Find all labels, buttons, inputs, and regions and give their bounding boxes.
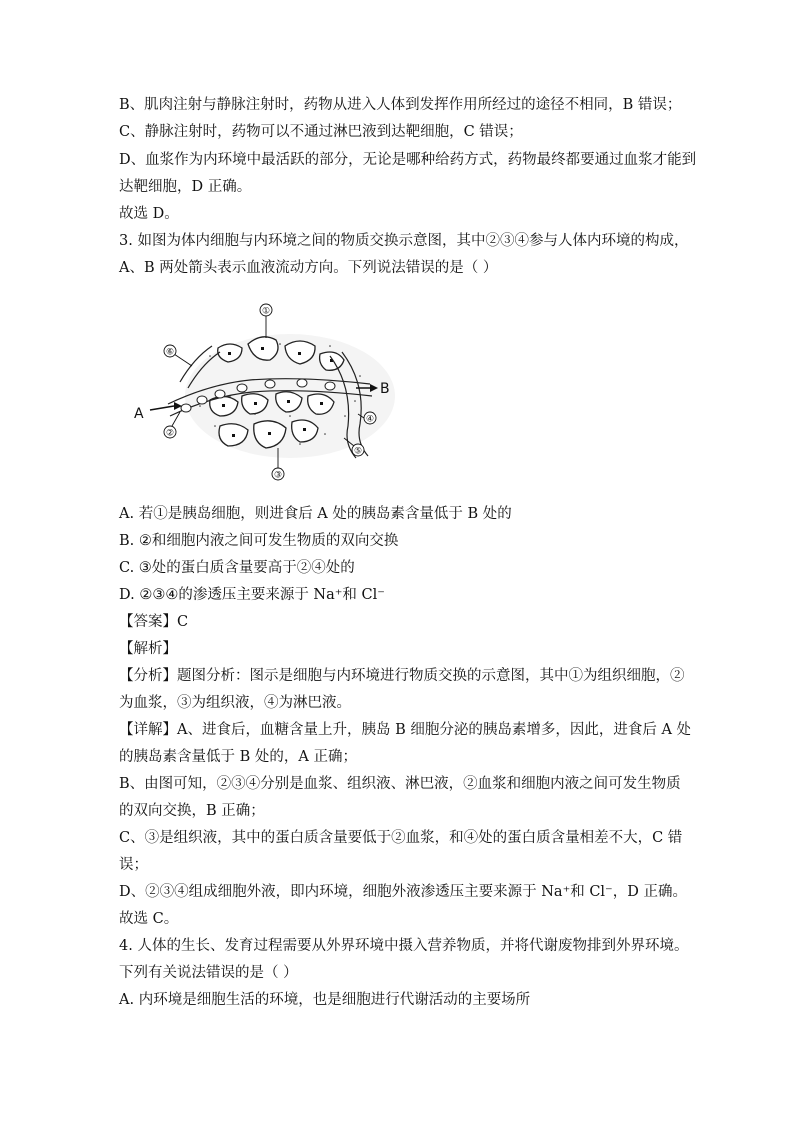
detail-text: B、由图可知，②③④分别是血浆、组织液、淋巴液，②血浆和细胞内液之间可发生物质 [119, 776, 681, 792]
marker-6: ⑥ [165, 347, 175, 358]
analysis-heading: 【解析】 [119, 641, 177, 657]
detail-text: D、②③④组成细胞外液，即内环境，细胞外液渗透压主要来源于 Na⁺和 Cl⁻，D 正确。 [119, 884, 687, 900]
cell-exchange-diagram [130, 296, 410, 492]
text-line: D、血浆作为内环境中最活跃的部分，无论是哪种给药方式，药物最终都要通过血浆才能到 [119, 152, 697, 168]
question-3-stem: 3. 如图为体内细胞与内环境之间的物质交换示意图，其中②③④参与人体内环境的构成， [119, 233, 689, 249]
marker-4: ④ [365, 414, 375, 425]
detail-text: C、③是组织液，其中的蛋白质含量要低于②血浆，和④处的蛋白质含量相差不大，C 错 [119, 830, 683, 846]
detail-text: 误； [119, 857, 148, 873]
question-4-stem: 4. 人体的生长、发育过程需要从外界环境中摄入营养物质，并将代谢废物排到外界环境。 [119, 938, 689, 954]
detail-text: 故选 C。 [119, 911, 179, 927]
text-line: 故选 D。 [119, 206, 179, 222]
text-line: 达靶细胞，D 正确。 [119, 179, 252, 195]
detail-text: 的胰岛素含量低于 B 处的，A 正确； [119, 749, 357, 765]
detail-text: 的双向交换，B 正确； [119, 803, 265, 819]
marker-3: ③ [273, 470, 283, 481]
option-d: D. ②③④的渗透压主要来源于 Na⁺和 Cl⁻ [119, 587, 385, 603]
detail-text: 【详解】A、进食后，血糖含量上升，胰岛 B 细胞分泌的胰岛素增多，因此，进食后 A 处 [119, 722, 692, 738]
question-4-option-a: A. 内环境是细胞生活的环境，也是细胞进行代谢活动的主要场所 [119, 992, 531, 1008]
option-c: C. ③处的蛋白质含量要高于②④处的 [119, 560, 355, 576]
marker-5: ⑤ [353, 446, 363, 457]
marker-1: ① [261, 306, 271, 317]
marker-2: ② [165, 428, 175, 439]
answer-line: 【答案】C [119, 614, 189, 630]
arrow-b-label: B [380, 381, 390, 397]
text-line: B、肌肉注射与静脉注射时，药物从进入人体到发挥作用所经过的途径不相同，B 错误； [119, 97, 682, 113]
question-3-stem: A、B 两处箭头表示血液流动方向。下列说法错误的是（ ） [119, 260, 498, 276]
analysis-text: 【分析】题图分析：图示是细胞与内环境进行物质交换的示意图，其中①为组织细胞，② [119, 668, 685, 684]
option-a: A. 若①是胰岛细胞，则进食后 A 处的胰岛素含量低于 B 处的 [119, 506, 512, 522]
arrow-a-label: A [134, 406, 144, 422]
option-b: B. ②和细胞内液之间可发生物质的双向交换 [119, 533, 399, 549]
question-4-stem: 下列有关说法错误的是（ ） [119, 965, 298, 981]
text-line: C、静脉注射时，药物可以不通过淋巴液到达靶细胞，C 错误； [119, 124, 523, 140]
analysis-text: 为血浆，③为组织液，④为淋巴液。 [119, 695, 351, 711]
